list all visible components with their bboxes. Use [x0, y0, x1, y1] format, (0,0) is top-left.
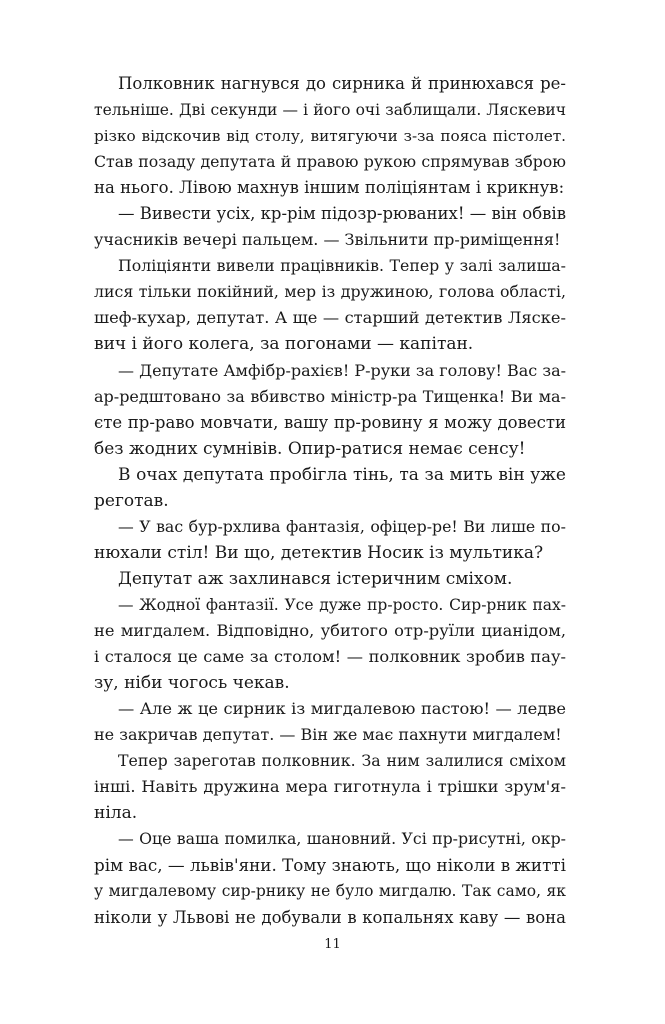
- text-line: і сталося це саме за столом! — полковник зробив пау-: [94, 647, 566, 667]
- text-line: Став позаду депутата й правою рукою спрямував зброю: [94, 152, 566, 172]
- text-line: у мигдалевому сир-рнику не було мигдалю. Так само, як: [94, 882, 566, 901]
- text-line: В очах депутата пробігла тінь, та за мить він уже: [118, 464, 566, 485]
- text-line: нюхали стіл! Ви що, детектив Носик із мультика?: [94, 542, 544, 563]
- text-line: Поліціянти вивели працівників. Тепер у залі залиша-: [118, 256, 566, 276]
- text-line: не мигдалем. Відповідно, убитого отр-руїли цианідом,: [94, 620, 566, 640]
- text-line: — Але ж це сирник із мигдалевою пастою! — ледве: [118, 699, 566, 719]
- page-number: 11: [324, 937, 341, 952]
- text-line: рім вас, — львів'яни. Тому знають, що ніколи в житті: [94, 855, 566, 876]
- text-line: Депутат аж захлинався істеричним сміхом.: [118, 568, 513, 589]
- text-line: — Оце ваша помилка, шановний. Усі пр-рисутні, окр-: [118, 829, 566, 849]
- text-line: — Депутате Амфібр-рахієв! Р-руки за голову! Вас за-: [118, 360, 566, 380]
- text-line: — Вивести усіх, кр-рім підозр-рюваних! — він обвів: [118, 204, 566, 224]
- text-line: Полковник нагнувся до сирника й принюхався ре-: [118, 74, 566, 93]
- text-line: — У вас бур-рхлива фантазія, офіцер-ре! Ви лише по-: [118, 516, 566, 536]
- text-line: різко відскочив від столу, витягуючи з-за пояса пістолет.: [94, 127, 566, 146]
- text-line: ніла.: [94, 803, 138, 824]
- text-line: — Жодної фантазії. Усе дуже пр-росто. Сир-рник пах-: [118, 595, 566, 614]
- text-line: тельніше. Дві секунди — і його очі заблищали. Ляскевич: [94, 101, 566, 120]
- text-line: ніколи у Львові не добували в копальнях каву — вона: [94, 907, 566, 927]
- text-line: без жодних сумнівів. Опир-ратися немає сенсу!: [94, 438, 526, 459]
- text-line: не закричав депутат. — Він же має пахнути мигдалем!: [94, 725, 562, 745]
- text-line: єте пр-раво мовчати, вашу пр-ровину я можу довести: [94, 412, 566, 432]
- text-line: лися тільки покійний, мер із дружиною, голова області,: [94, 282, 566, 302]
- body-text: [94, 71, 566, 931]
- text-line: на нього. Лівою махнув іншим поліціянтам і крикнув:: [94, 178, 565, 198]
- text-line: інші. Навіть дружина мера гиготнула і трішки зрум'я-: [94, 777, 566, 797]
- text-line: реготав.: [94, 490, 169, 511]
- text-line: ар-редштовано за вбивство міністр-ра Тищенка! Ви ма-: [94, 386, 566, 406]
- text-line: шеф-кухар, депутат. А ще — старший детектив Ляске-: [94, 308, 566, 328]
- text-line: Тепер зареготав полковник. За ним залилися сміхом: [118, 751, 566, 771]
- text-line: учасників вечері пальцем. — Звільнити пр-риміщення!: [94, 230, 561, 250]
- text-line: зу, ніби чогось чекав.: [94, 673, 290, 694]
- text-line: вич і його колега, за погонами — капітан.: [94, 334, 474, 355]
